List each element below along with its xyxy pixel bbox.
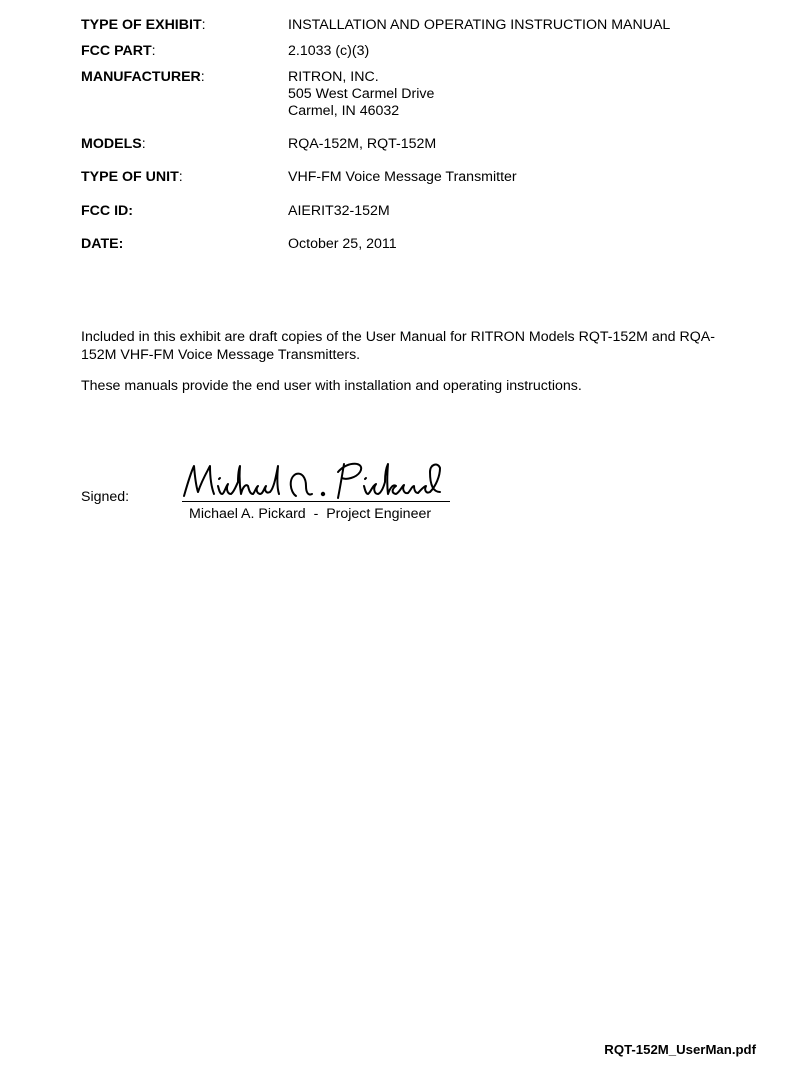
field-label: FCC PART: [81, 43, 152, 59]
field-value: RITRON, INC.: [288, 69, 379, 85]
field-label: TYPE OF UNIT: [81, 169, 179, 185]
field-label: MANUFACTURER: [81, 69, 201, 85]
field-label: MODELS: [81, 136, 142, 152]
field-value: Carmel, IN 46032: [288, 103, 400, 119]
field-value: VHF-FM Voice Message Transmitter: [288, 169, 517, 185]
footer-filename: RQT-152M_UserMan.pdf: [604, 1042, 756, 1057]
signer-name-title: Michael A. Pickard - Project Engineer: [189, 506, 432, 522]
exhibit-description-paragraph: Included in this exhibit are draft copies of the User Manual for RITRON Models RQT-152M and RQA-152M VHF-FM Voice Message Transmitters.: [81, 329, 715, 363]
field-label: TYPE OF EXHIBIT: [81, 17, 202, 33]
manual-purpose-paragraph: These manuals provide the end user with installation and operating instructions.: [81, 378, 582, 394]
field-value: INSTALLATION AND OPERATING INSTRUCTION MANUAL: [288, 17, 671, 33]
field-label: FCC ID:: [81, 203, 134, 219]
field-value: AIERIT32-152M: [288, 203, 390, 219]
field-value: 505 West Carmel Drive: [288, 86, 435, 102]
field-value: RQA-152M, RQT-152M: [288, 136, 437, 152]
field-value: October 25, 2011: [288, 236, 397, 252]
signature-line: [182, 501, 450, 502]
handwritten-signature: [178, 456, 448, 504]
field-value: 2.1033 (c)(3): [288, 43, 370, 59]
signed-label: Signed:: [81, 489, 130, 505]
field-label: DATE:: [81, 236, 124, 252]
document-page: TYPE OF EXHIBIT: INSTALLATION AND OPERATING INSTRUCTION MANUAL FCC PART: 2.1033 (c)(3) MANUFACTURER: RITRON, INC. 505 West Carmel Drive Carmel, IN 46032 MODELS: RQA-152M, RQT-152M TYPE OF UNIT: VHF-FM Voice Message Transmitter FCC ID: AIERIT32-152M DATE: October 25, 2011 Included in this exhibit are draft copies of the User Manual for RITRON Models RQT-152M and RQA-152M VHF-FM Voice Message Transmitters. These manuals provide the end user with installation and operating instructions. Signed: Michael A. Pickard - Project Engineer RQT-152M_UserMan.pdf: [81, 17, 756, 1057]
